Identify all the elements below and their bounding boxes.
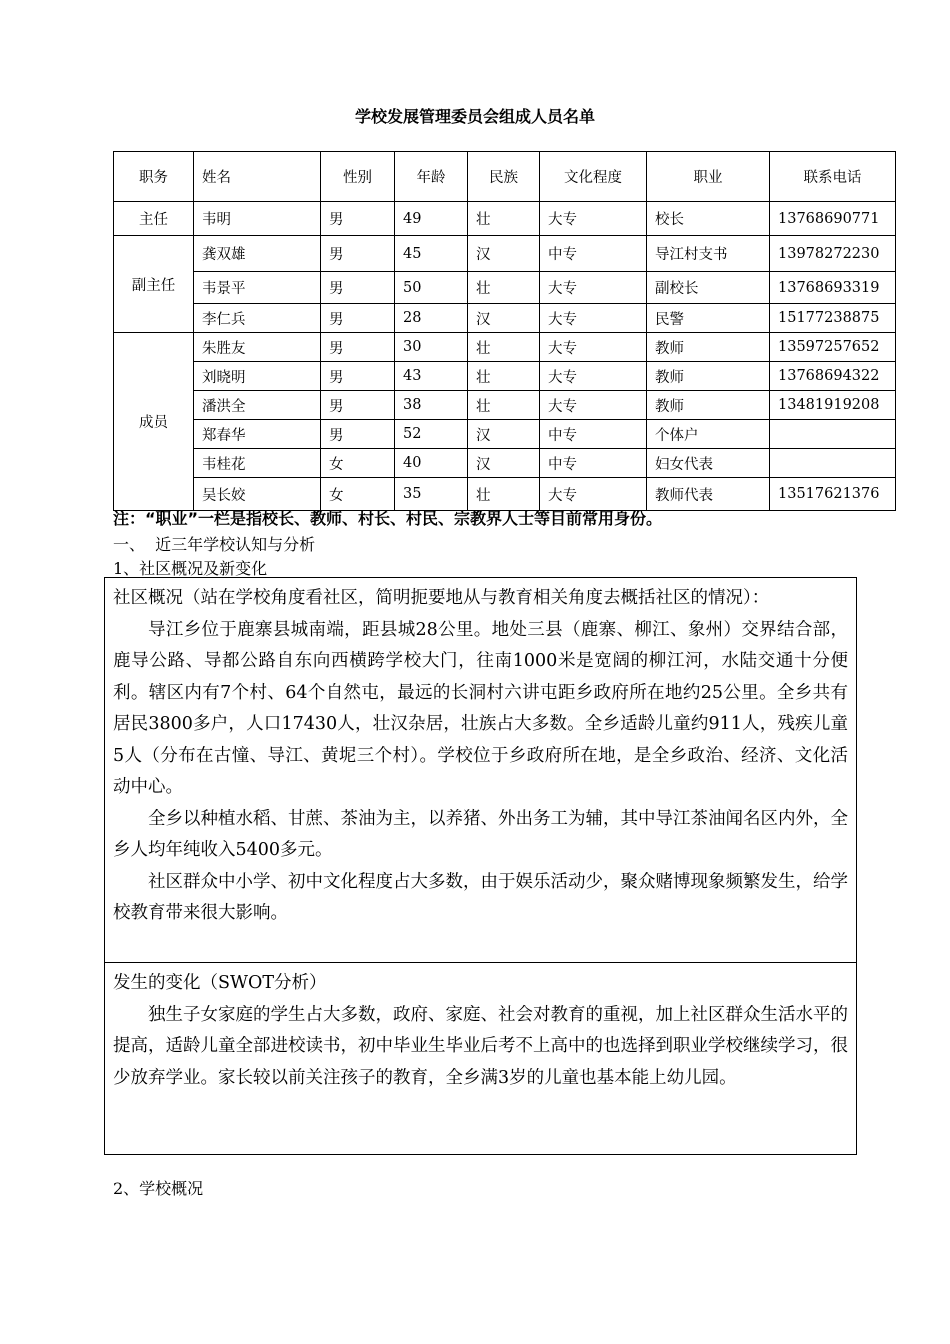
section-heading-1: 一、 近三年学校认知与分析 bbox=[113, 535, 316, 554]
phone-cell: 13768690771 bbox=[770, 202, 896, 236]
header-age: 年龄 bbox=[395, 152, 468, 202]
table-body bbox=[114, 202, 896, 511]
age-cell: 43 bbox=[395, 362, 468, 391]
name-cell: 李仁兵 bbox=[194, 304, 321, 333]
occupation-cell: 导江村支书 bbox=[647, 236, 770, 272]
age-cell: 28 bbox=[395, 304, 468, 333]
gender-cell: 男 bbox=[321, 236, 395, 272]
occupation-cell: 校长 bbox=[647, 202, 770, 236]
phone-cell: 15177238875 bbox=[770, 304, 896, 333]
table-row bbox=[114, 236, 896, 272]
name-cell: 朱胜友 bbox=[194, 333, 321, 362]
phone-cell: 13978272230 bbox=[770, 236, 896, 272]
phone-cell bbox=[770, 449, 896, 478]
table-row bbox=[114, 202, 896, 236]
table-row bbox=[114, 420, 896, 449]
table-row bbox=[114, 272, 896, 304]
ethnicity-cell: 壮 bbox=[468, 391, 540, 420]
community-paragraph-3: 社区群众中小学、初中文化程度占大多数，由于娱乐活动少，聚众赌博现象频繁发生，给学校教育带来很大影响。 bbox=[113, 871, 848, 923]
occupation-cell: 教师 bbox=[647, 333, 770, 362]
name-cell: 韦景平 bbox=[194, 272, 321, 304]
ethnicity-cell: 壮 bbox=[468, 202, 540, 236]
age-cell: 40 bbox=[395, 449, 468, 478]
community-paragraph-2: 全乡以种植水稻、甘蔗、茶油为主，以养猪、外出务工为辅，其中导江茶油闻名区内外，全乡人均年纯收入5400多元。 bbox=[113, 808, 848, 860]
header-role: 职务 bbox=[114, 152, 194, 202]
gender-cell: 女 bbox=[321, 478, 395, 511]
gender-cell: 女 bbox=[321, 449, 395, 478]
age-cell: 38 bbox=[395, 391, 468, 420]
header-occupation: 职业 bbox=[647, 152, 770, 202]
header-education: 文化程度 bbox=[540, 152, 647, 202]
table-row bbox=[114, 304, 896, 333]
education-cell: 中专 bbox=[540, 449, 647, 478]
occupation-cell: 教师 bbox=[647, 391, 770, 420]
table-row bbox=[114, 449, 896, 478]
education-cell: 中专 bbox=[540, 236, 647, 272]
age-cell: 52 bbox=[395, 420, 468, 449]
phone-cell bbox=[770, 420, 896, 449]
phone-cell: 13768693319 bbox=[770, 272, 896, 304]
name-cell: 韦明 bbox=[194, 202, 321, 236]
phone-cell: 13768694322 bbox=[770, 362, 896, 391]
occupation-cell: 个体户 bbox=[647, 420, 770, 449]
occupation-cell: 教师代表 bbox=[647, 478, 770, 511]
table-row bbox=[114, 362, 896, 391]
occupation-cell: 妇女代表 bbox=[647, 449, 770, 478]
header-phone: 联系电话 bbox=[770, 152, 896, 202]
gender-cell: 男 bbox=[321, 391, 395, 420]
committee-table bbox=[113, 151, 896, 511]
section-heading-1-2: 2、学校概况 bbox=[113, 1179, 204, 1198]
name-cell: 吴长姣 bbox=[194, 478, 321, 511]
phone-cell: 13597257652 bbox=[770, 333, 896, 362]
age-cell: 35 bbox=[395, 478, 468, 511]
ethnicity-cell: 壮 bbox=[468, 478, 540, 511]
name-cell: 龚双雄 bbox=[194, 236, 321, 272]
role-cell: 成员 bbox=[114, 333, 194, 511]
gender-cell: 男 bbox=[321, 272, 395, 304]
ethnicity-cell: 汉 bbox=[468, 449, 540, 478]
education-cell: 大专 bbox=[540, 362, 647, 391]
ethnicity-cell: 壮 bbox=[468, 272, 540, 304]
table-row bbox=[114, 333, 896, 362]
community-overview-box bbox=[104, 577, 857, 963]
table-header-row bbox=[114, 152, 896, 202]
gender-cell: 男 bbox=[321, 333, 395, 362]
changes-paragraph-1: 独生子女家庭的学生占大多数，政府、家庭、社会对教育的重视，加上社区群众生活水平的提高，适龄儿童全部进校读书，初中毕业生毕业后考不上高中的也选择到职业学校继续学习，很少放弃学业。家长较以前关注孩子的教育，全乡满3岁的儿童也基本能上幼儿园。 bbox=[113, 1004, 848, 1088]
education-cell: 大专 bbox=[540, 391, 647, 420]
education-cell: 大专 bbox=[540, 272, 647, 304]
role-cell: 副主任 bbox=[114, 236, 194, 333]
table-note: 注：“职业”一栏是指校长、教师、村长、村民、宗教界人士等目前常用身份。 bbox=[113, 509, 663, 528]
header-ethnicity: 民族 bbox=[468, 152, 540, 202]
education-cell: 大专 bbox=[540, 333, 647, 362]
ethnicity-cell: 壮 bbox=[468, 362, 540, 391]
role-cell: 主任 bbox=[114, 202, 194, 236]
name-cell: 潘洪全 bbox=[194, 391, 321, 420]
community-label: 社区概况（站在学校角度看社区，简明扼要地从与教育相关角度去概括社区的情况）： bbox=[113, 588, 770, 608]
community-paragraph-1: 导江乡位于鹿寨县城南端，距县城28公里。地处三县（鹿寨、柳江、象州）交界结合部，鹿导公路、导都公路自东向西横跨学校大门，往南1000米是宽阔的柳江河，水陆交通十分便利。辖区内有7个村、64个自然屯，最远的长洞村六讲屯距乡政府所在地约25公里。全乡共有居民3800多户，人口17430人，壮汉杂居，壮族占大多数。全乡适龄儿童约911人，残疾儿童5人（分布在古憧、导江、黄坭三个村）。学校位于乡政府所在地，是全乡政治、经济、文化活动中心。 bbox=[113, 619, 848, 797]
age-cell: 45 bbox=[395, 236, 468, 272]
ethnicity-cell: 汉 bbox=[468, 304, 540, 333]
occupation-cell: 教师 bbox=[647, 362, 770, 391]
ethnicity-cell: 壮 bbox=[468, 333, 540, 362]
page-title: 学校发展管理委员会组成人员名单 bbox=[354, 107, 595, 126]
occupation-cell: 民警 bbox=[647, 304, 770, 333]
name-cell: 郑春华 bbox=[194, 420, 321, 449]
name-cell: 刘晓明 bbox=[194, 362, 321, 391]
gender-cell: 男 bbox=[321, 304, 395, 333]
phone-cell: 13481919208 bbox=[770, 391, 896, 420]
ethnicity-cell: 汉 bbox=[468, 420, 540, 449]
changes-box bbox=[104, 962, 857, 1155]
ethnicity-cell: 汉 bbox=[468, 236, 540, 272]
gender-cell: 男 bbox=[321, 362, 395, 391]
section-heading-1-1: 1、社区概况及新变化 bbox=[113, 559, 268, 578]
education-cell: 大专 bbox=[540, 304, 647, 333]
age-cell: 49 bbox=[395, 202, 468, 236]
education-cell: 大专 bbox=[540, 478, 647, 511]
header-name: 姓名 bbox=[194, 152, 321, 202]
education-cell: 大专 bbox=[540, 202, 647, 236]
gender-cell: 男 bbox=[321, 420, 395, 449]
changes-label: 发生的变化（SWOT分析） bbox=[113, 973, 327, 993]
gender-cell: 男 bbox=[321, 202, 395, 236]
education-cell: 中专 bbox=[540, 420, 647, 449]
table-row bbox=[114, 391, 896, 420]
occupation-cell: 副校长 bbox=[647, 272, 770, 304]
header-gender: 性别 bbox=[321, 152, 395, 202]
phone-cell: 13517621376 bbox=[770, 478, 896, 511]
name-cell: 韦桂花 bbox=[194, 449, 321, 478]
age-cell: 50 bbox=[395, 272, 468, 304]
age-cell: 30 bbox=[395, 333, 468, 362]
